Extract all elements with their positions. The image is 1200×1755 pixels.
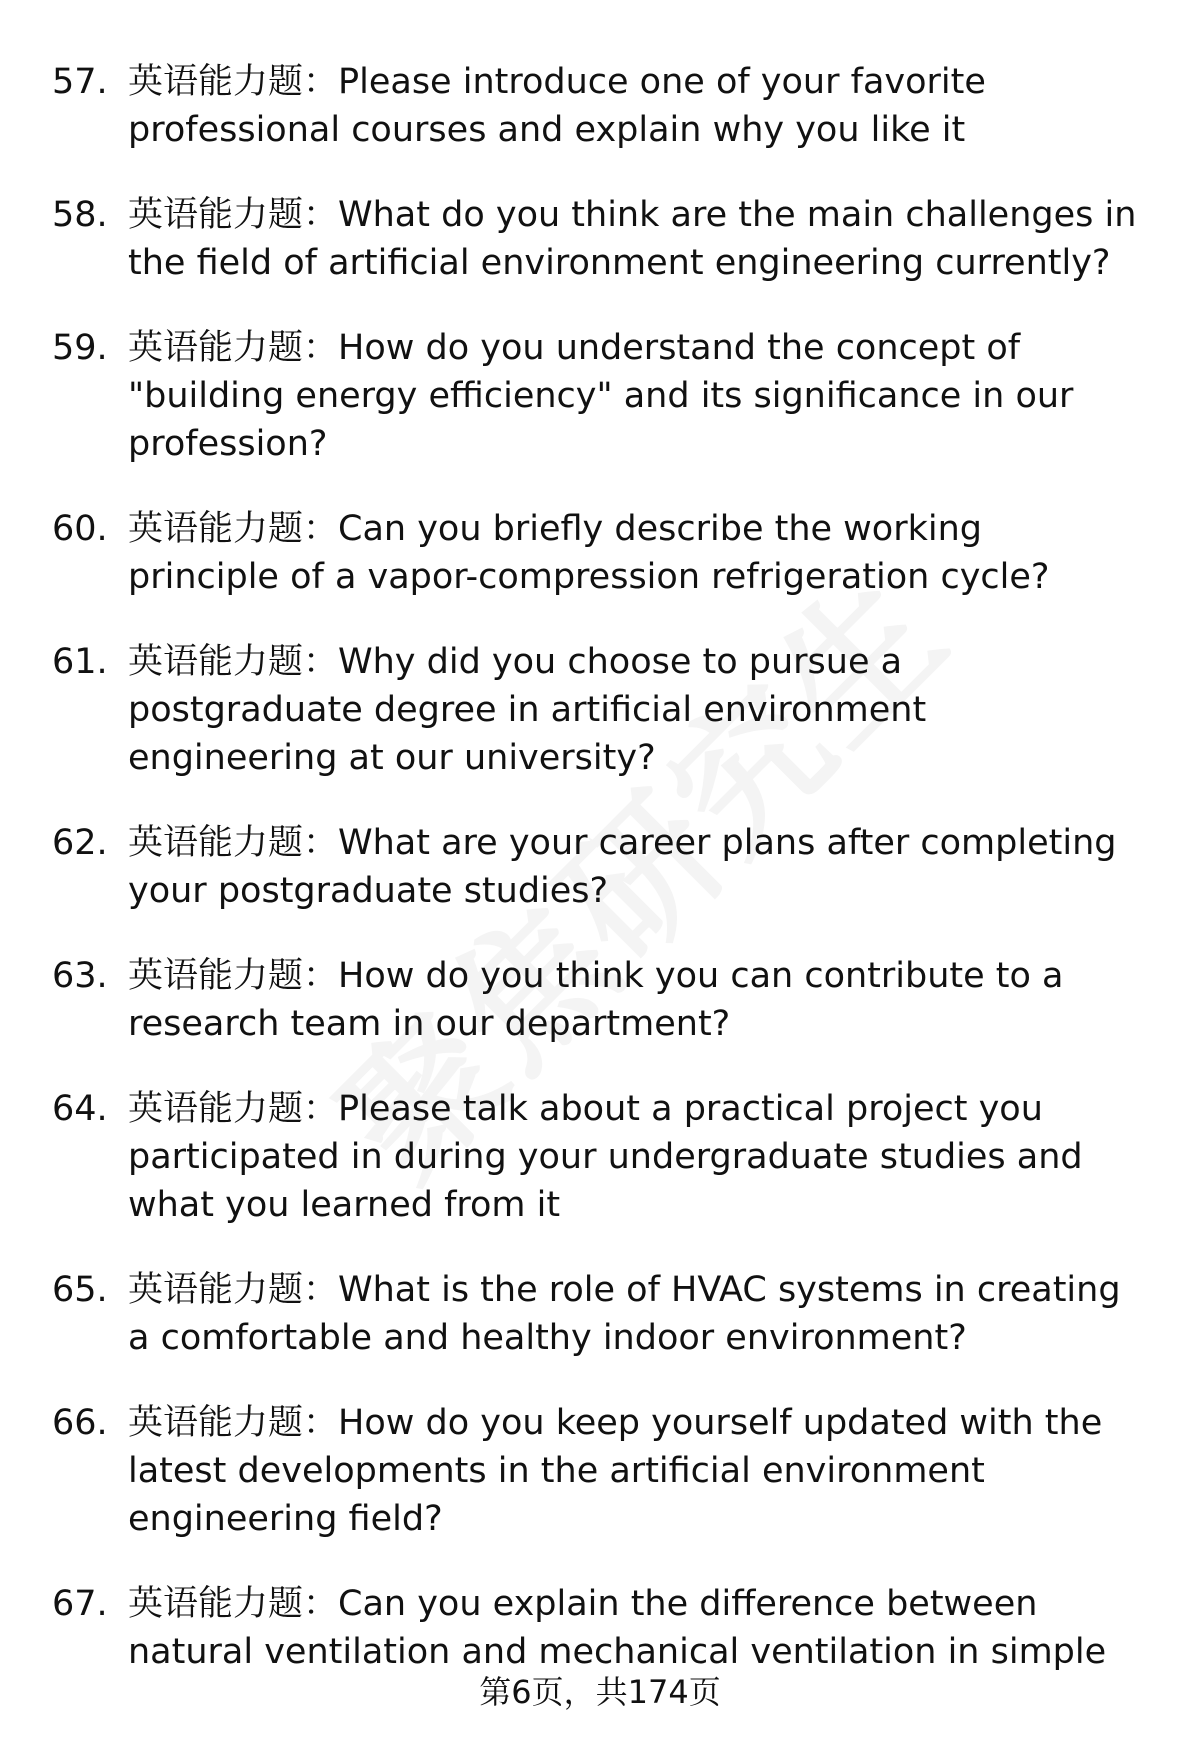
question-text: Can you briefly describe the working principle of a vapor-compression refrigeration cycle? bbox=[128, 509, 1050, 597]
question-category: 英语能力题： bbox=[128, 642, 339, 682]
question-text: What are your career plans after completing your postgraduate studies? bbox=[128, 823, 1117, 911]
question-item bbox=[52, 1266, 1152, 1362]
question-body bbox=[128, 191, 1152, 287]
question-number: 61. bbox=[52, 642, 108, 682]
question-body bbox=[128, 58, 1152, 154]
question-category: 英语能力题： bbox=[128, 1270, 339, 1310]
question-item bbox=[52, 58, 1152, 154]
question-text: How do you keep yourself updated with the latest developments in the artificial environment engineering field? bbox=[128, 1403, 1103, 1539]
question-item bbox=[52, 324, 1152, 468]
question-number: 67. bbox=[52, 1584, 108, 1624]
question-body bbox=[128, 324, 1152, 468]
question-body bbox=[128, 952, 1152, 1048]
question-body bbox=[128, 819, 1152, 915]
question-item bbox=[52, 1399, 1152, 1543]
question-body bbox=[128, 638, 1152, 782]
question-category: 英语能力题： bbox=[128, 1089, 339, 1129]
question-category: 英语能力题： bbox=[128, 823, 339, 863]
question-text: How do you understand the concept of "building energy efficiency" and its significance in our profession? bbox=[128, 328, 1074, 464]
question-item bbox=[52, 952, 1152, 1048]
question-category: 英语能力题： bbox=[128, 956, 339, 996]
question-list bbox=[52, 58, 1152, 1713]
question-category: 英语能力题： bbox=[128, 62, 339, 102]
question-text: Can you explain the difference between natural ventilation and mechanical ventilation in simple bbox=[128, 1584, 1107, 1672]
question-number: 63. bbox=[52, 956, 108, 996]
question-item bbox=[52, 505, 1152, 601]
question-number: 60. bbox=[52, 509, 108, 549]
question-text: What do you think are the main challenges in the field of artificial environment engineering currently? bbox=[128, 195, 1137, 283]
question-text: Please introduce one of your favorite professional courses and explain why you like it bbox=[128, 62, 986, 150]
question-category: 英语能力题： bbox=[128, 195, 339, 235]
question-text: Please talk about a practical project you participated in during your undergraduate studies and what you learned from it bbox=[128, 1089, 1083, 1225]
question-category: 英语能力题： bbox=[128, 1403, 339, 1443]
question-number: 58. bbox=[52, 195, 108, 235]
page-number-label: 第6页，共174页 bbox=[479, 1673, 721, 1711]
question-item bbox=[52, 638, 1152, 782]
question-text: How do you think you can contribute to a research team in our department? bbox=[128, 956, 1064, 1044]
question-item bbox=[52, 1085, 1152, 1229]
question-number: 66. bbox=[52, 1403, 108, 1443]
question-body bbox=[128, 1580, 1152, 1676]
question-text: What is the role of HVAC systems in creating a comfortable and healthy indoor environment? bbox=[128, 1270, 1121, 1358]
question-item bbox=[52, 191, 1152, 287]
question-number: 57. bbox=[52, 62, 108, 102]
question-number: 62. bbox=[52, 823, 108, 863]
question-number: 59. bbox=[52, 328, 108, 368]
question-body bbox=[128, 1266, 1152, 1362]
question-body bbox=[128, 1085, 1152, 1229]
question-body bbox=[128, 1399, 1152, 1543]
question-body bbox=[128, 505, 1152, 601]
page-footer bbox=[0, 1670, 1200, 1714]
question-text: Why did you choose to pursue a postgraduate degree in artificial environment engineering at our university? bbox=[128, 642, 927, 778]
question-item bbox=[52, 1580, 1152, 1676]
question-number: 65. bbox=[52, 1270, 108, 1310]
question-number: 64. bbox=[52, 1089, 108, 1129]
question-category: 英语能力题： bbox=[128, 328, 339, 368]
question-item bbox=[52, 819, 1152, 915]
question-category: 英语能力题： bbox=[128, 509, 339, 549]
question-category: 英语能力题： bbox=[128, 1584, 339, 1624]
